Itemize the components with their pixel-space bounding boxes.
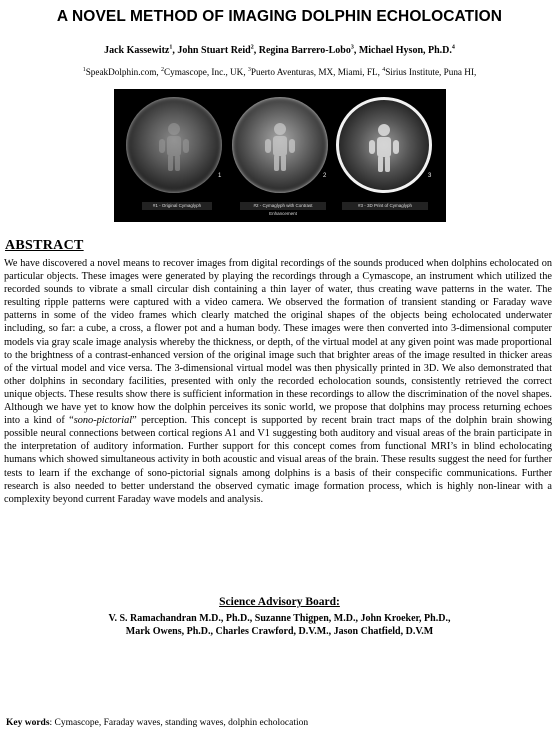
author-name: John Stuart Reid — [177, 45, 251, 56]
cymaglyph-panel-3d-print — [336, 97, 432, 193]
author-name: Michael Hyson, Ph.D. — [358, 45, 452, 56]
abstract-text: We have discovered a novel means to recover images from digital recordings of the sounds produced when dolphins echolocated on particular objects. These images were generated by playing the recordings through a Cymascope, an instrument which utilized the recorded sounds to vibrate a small circular dish containing a thin layer of water, thus creating wave patterns in the water. The resulting ripple patterns were captured with a video camera. We observed the formation of transient standing or Faraday wave patterns in some of the video frames which clearly matched the original shapes of the objects being echolocated underwater including, so far: a cube, a cross, a flower pot and a human body. These images were then converted into 3-dimensional computer models via gray scale image analysis whereby the thickness, or depth, of the virtual model at any given point was made proportional to the brightness of a contrast-enhanced version of the original image such that brighter areas of the image resulted in thicker areas of the virtual model and vice versa. The 3-dimensional virtual model was then physically printed in 3D. We also demonstrated that other dolphins in secondary facilities, presented with only the recorded echolocation sounds, consistently retrieved the correct unique objects. These results show there is sufficient information in these recordings to allow the discrimination of the novel shapes. Although we have yet to know how the dolphin perceives its sonic world, we propose that dolphins may process returning echoes into a kind of “ — [4, 258, 552, 427]
author-sup: 3 — [350, 44, 354, 51]
affiliation: SpeakDolphin.com, — [85, 67, 159, 77]
human-figure-image — [339, 100, 432, 190]
panel-caption: #3 - 3D Print of Cymaglyph — [342, 202, 428, 210]
advisory-board-names — [0, 612, 559, 638]
affil-sup: 4 — [382, 66, 386, 73]
keywords — [6, 718, 308, 728]
abstract-heading: ABSTRACT — [5, 238, 84, 253]
paper-title: A NOVEL METHOD OF IMAGING DOLPHIN ECHOLOCATION — [56, 8, 503, 25]
author-sup: 4 — [451, 44, 455, 51]
author-sup: 2 — [250, 44, 254, 51]
abstract-italic-term: sono-pictorial — [73, 415, 133, 427]
panel-number: 3 — [428, 173, 432, 179]
panel-caption: #2 - Cymaglyph with Contrast Enhancement — [240, 202, 326, 210]
author-name: Regina Barrero-Lobo — [258, 45, 351, 56]
affil-sup: 1 — [82, 66, 86, 73]
advisory-board-line: Mark Owens, Ph.D., Charles Crawford, D.V.M., Jason Chatfield, D.V.M — [125, 626, 434, 637]
affiliation-list — [0, 67, 559, 77]
affiliation: Puerto Aventuras, MX, Miami, FL, — [250, 67, 380, 77]
cymaglyph-panel-enhanced — [232, 97, 328, 193]
affiliation: Sirius Institute, Puna HI, — [385, 67, 477, 77]
affil-sup: 3 — [247, 66, 251, 73]
cymaglyph-panel-original — [126, 97, 222, 193]
author-list: Jack Kassewitz$^1$, John Stuart Reid$^2$, Regina Barrero-Lobo$^3$, Michael Hyson, Ph.D.$^4$ — [104, 44, 455, 56]
panel-number: 1 — [218, 173, 222, 179]
advisory-board-line: V. S. Ramachandran M.D., Ph.D., Suzanne Thigpen, M.D., John Kroeker, Ph.D., — [108, 613, 451, 624]
abstract-body — [4, 257, 552, 506]
keywords-text: : Cymascope, Faraday waves, standing waves, dolphin echolocation — [49, 718, 309, 728]
panel-number: 2 — [323, 173, 327, 179]
human-figure-image — [126, 97, 222, 193]
cymaglyph-figure — [114, 89, 446, 222]
keywords-label: Key words — [6, 718, 50, 728]
affil-sup: 2 — [160, 66, 164, 73]
author-name: Jack Kassewitz — [104, 45, 170, 56]
panel-caption: #1 - Original Cymaglyph — [142, 202, 212, 210]
human-figure-image — [232, 97, 328, 193]
advisory-board-heading: Science Advisory Board: — [219, 596, 340, 608]
author-sup: 1 — [169, 44, 173, 51]
affiliation: Cymascope, Inc., UK, — [163, 67, 246, 77]
abstract-text: ” perception. This concept is supported by recent brain tract maps of the dolphin brain showing possible neural connections between cortical regions A1 and V1 suggesting both auditory and visual areas of the brain participate in the interpretation of auditory information. Further support for this concept comes from functional MRI’s in blind echolocating humans which showed simultaneous activity in both acoustic and visual areas of the brain. These results suggest the need for further tests to learn if the exchange of sono-pictorial signals among dolphins is a basis of their conspecific communications. Further research is also needed to better understand the observed cymatic image formation process, which is highly non-linear with a complexity beyond current Faraday wave models and analysis. — [4, 415, 552, 505]
